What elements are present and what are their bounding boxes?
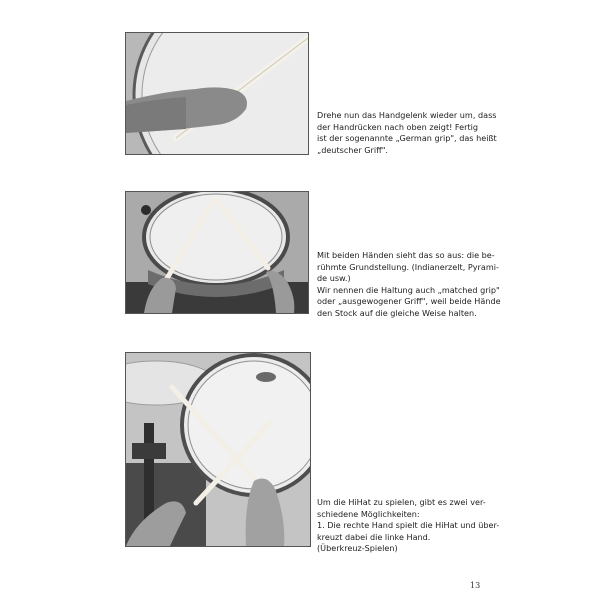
caption-line: ist der sogenannte „German grip", das heißt [317, 133, 497, 143]
caption-line: Drehe nun das Handgelenk wieder um, dass [317, 110, 497, 120]
photo-german-grip [125, 32, 309, 155]
german-grip-illustration [126, 33, 308, 154]
caption-line: Um die HiHat zu spielen, gibt es zwei ver- [317, 497, 486, 507]
photo-matched-grip [125, 191, 309, 314]
page-number: 13 [470, 581, 481, 590]
caption-line: schiedene Möglichkeiten: [317, 508, 420, 519]
caption-line: 1. Die rechte Hand spielt die HiHat und über- [317, 520, 500, 530]
caption-line: (Überkreuz-Spielen) [317, 543, 398, 553]
caption-matched-grip [317, 250, 522, 319]
caption-line: Wir nennen die Haltung auch „matched grip" [317, 284, 500, 295]
caption-line: kreuzt dabei die linke Hand. [317, 531, 431, 542]
photo-crossover [125, 352, 311, 547]
crossover-illustration [126, 353, 310, 546]
caption-line: den Stock auf die gleiche Weise halten. [317, 307, 477, 318]
caption-line: „deutscher Griff". [317, 144, 389, 155]
caption-line: de usw.) [317, 273, 351, 283]
caption-line: rühmte Grundstellung. (Indianerzelt, Pyrami- [317, 261, 499, 272]
matched-grip-illustration [126, 192, 308, 313]
caption-line: Mit beiden Händen sieht das so aus: die be- [317, 250, 495, 260]
caption-line: oder „ausgewogener Griff", weil beide Hände [317, 296, 501, 306]
caption-line: der Handrücken nach oben zeigt! Fertig [317, 121, 479, 132]
caption-crossover [317, 497, 522, 555]
caption-german-grip [317, 110, 517, 156]
